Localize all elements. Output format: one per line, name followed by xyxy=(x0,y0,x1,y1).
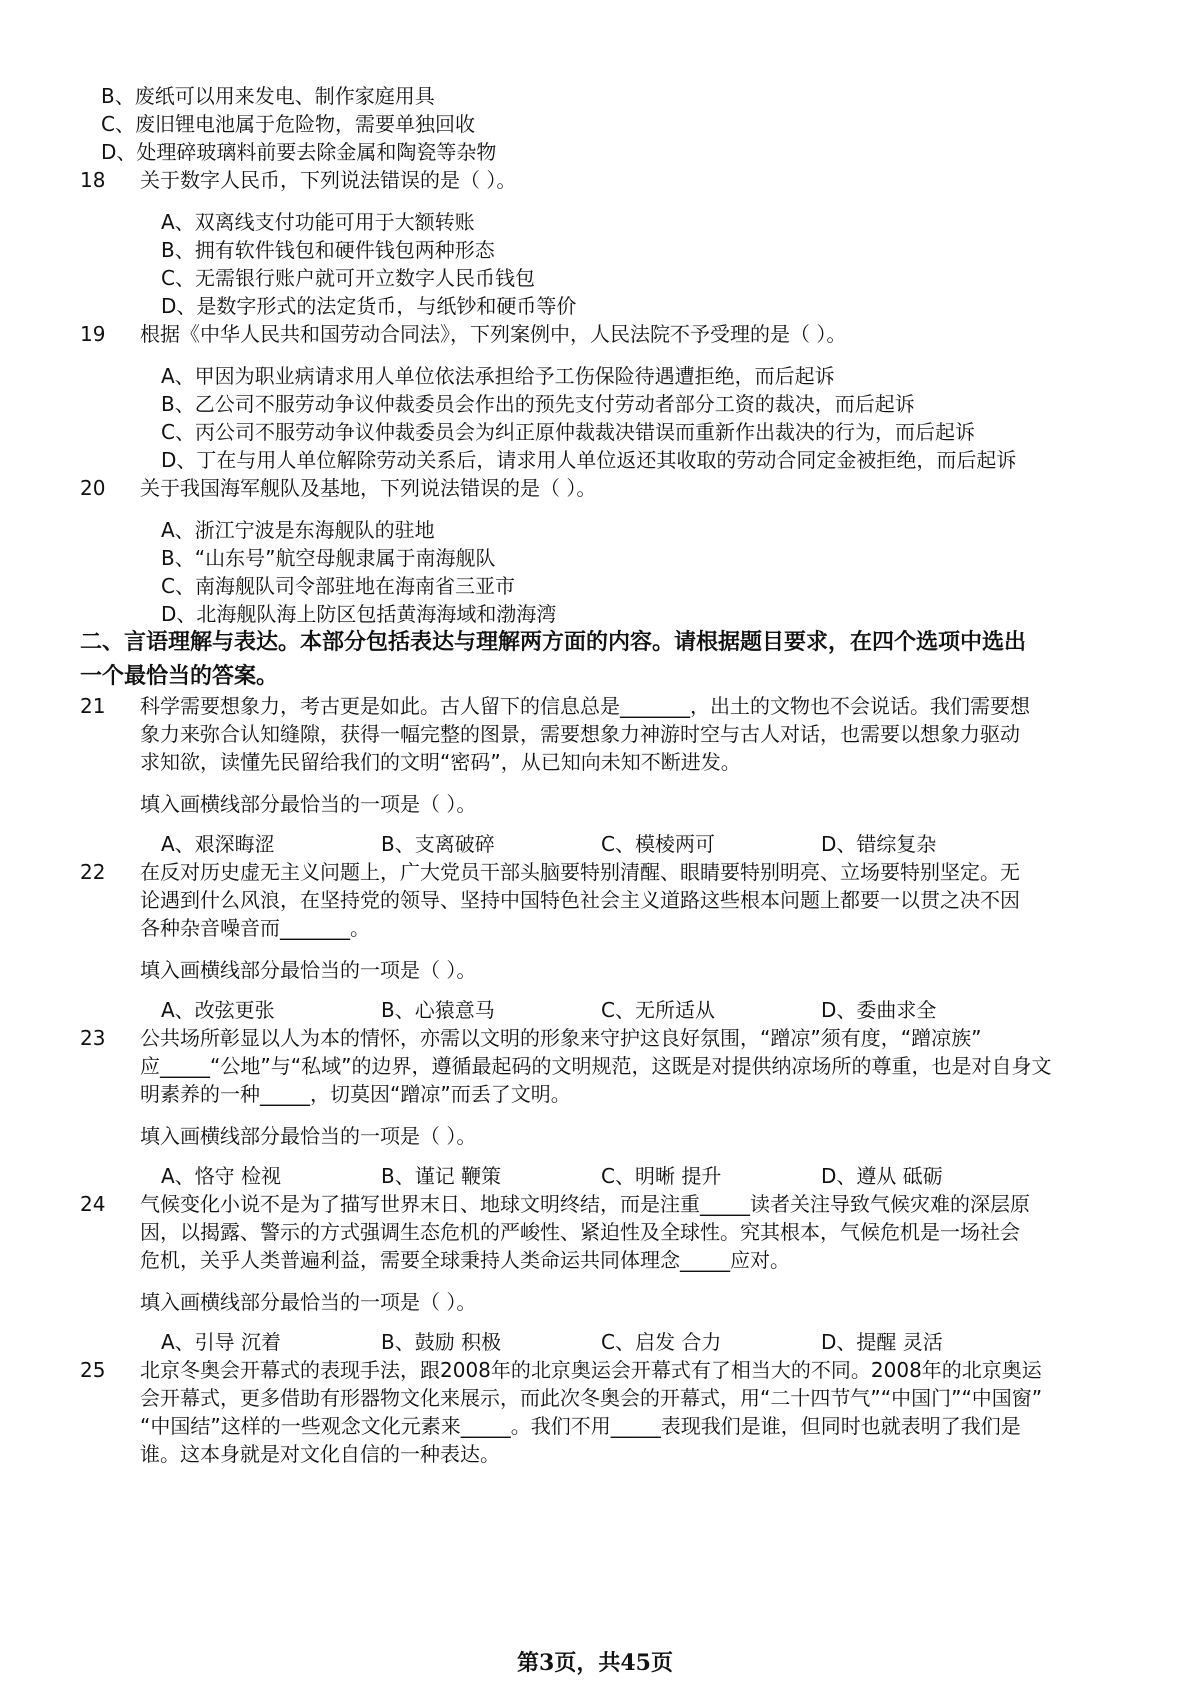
q23-prompt: 填入画横线部分最恰当的一项是（ ）。 xyxy=(140,1124,477,1148)
section2-heading-line1: 二、言语理解与表达。本部分包括表达与理解两方面的内容。请根据题目要求，在四个选项中选出 xyxy=(80,630,1027,655)
q21-option-b: B、支离破碎 xyxy=(381,832,495,856)
q24-option-c: C、启发 合力 xyxy=(601,1330,722,1354)
q19-option-b: B、乙公司不服劳动争议仲裁委员会作出的预先支付劳动者部分工资的裁决，而后起诉 xyxy=(161,392,915,416)
q21-option-a: A、艰深晦涩 xyxy=(161,832,275,856)
q24-line-3: 危机，关乎人类普遍利益，需要全球秉持人类命运共同体理念_____应对。 xyxy=(140,1248,790,1272)
q23-option-c: C、明晰 提升 xyxy=(601,1164,722,1188)
q25-line-3: “中国结”这样的一些观念文化元素来_____。我们不用_____表现我们是谁，但同时也就表明了我们是 xyxy=(140,1414,1021,1438)
q19-option-a: A、甲因为职业病请求用人单位依法承担给予工伤保险待遇遭拒绝，而后起诉 xyxy=(161,364,835,388)
q22-option-b: B、心猿意马 xyxy=(381,998,495,1022)
section2-heading-line2: 一个最恰当的答案。 xyxy=(80,664,279,689)
q23-option-a: A、恪守 检视 xyxy=(161,1164,282,1188)
q20-stem: 关于我国海军舰队及基地，下列说法错误的是（ ）。 xyxy=(140,476,597,500)
q24-line-2: 因，以揭露、警示的方式强调生态危机的严峻性、紧迫性及全球性。究其根本，气候危机是一场社会 xyxy=(140,1220,1020,1244)
q17-option-c: C、废旧锂电池属于危险物，需要单独回收 xyxy=(101,112,475,136)
q24-option-a: A、引导 沉着 xyxy=(161,1330,282,1354)
q24-number: 24 xyxy=(80,1192,106,1216)
q17-option-b: B、废纸可以用来发电、制作家庭用具 xyxy=(101,84,435,108)
q25-line-2: 会开幕式，更多借助有形器物文化来展示，而此次冬奥会的开幕式，用“二十四节气”“中国门”“中国窗” xyxy=(140,1386,1043,1410)
q25-number: 25 xyxy=(80,1358,106,1382)
q19-stem: 根据《中华人民共和国劳动合同法》，下列案例中，人民法院不予受理的是（ ）。 xyxy=(140,322,847,346)
page-footer: 第3页，共45页 xyxy=(517,1650,673,1676)
q21-line-3: 求知欲，读懂先民留给我们的文明“密码”，从已知向未知不断进发。 xyxy=(140,750,741,774)
q23-line-2: 应_____“公地”与“私域”的边界，遵循最起码的文明规范，这既是对提供纳凉场所的尊重，也是对自身文 xyxy=(140,1054,1052,1078)
q22-option-c: C、无所适从 xyxy=(601,998,715,1022)
q18-option-b: B、拥有软件钱包和硬件钱包两种形态 xyxy=(161,238,495,262)
q22-line-1: 在反对历史虚无主义问题上，广大党员干部头脑要特别清醒、眼睛要特别明亮、立场要特别坚定。无 xyxy=(140,860,1020,884)
q25-line-1: 北京冬奥会开幕式的表现手法，跟2008年的北京奥运会开幕式有了相当大的不同。2008年的北京奥运 xyxy=(140,1358,1042,1382)
q19-option-c: C、丙公司不服劳动争议仲裁委员会为纠正原仲裁裁决错误而重新作出裁决的行为，而后起诉 xyxy=(161,420,975,444)
q22-line-3: 各种杂音噪音而_______。 xyxy=(140,916,370,940)
q22-number: 22 xyxy=(80,860,106,884)
q24-prompt: 填入画横线部分最恰当的一项是（ ）。 xyxy=(140,1290,477,1314)
q22-prompt: 填入画横线部分最恰当的一项是（ ）。 xyxy=(140,958,477,982)
q18-option-c: C、无需银行账户就可开立数字人民币钱包 xyxy=(161,266,535,290)
q18-option-d: D、是数字形式的法定货币，与纸钞和硬币等价 xyxy=(161,294,577,318)
q20-number: 20 xyxy=(80,476,106,500)
q23-option-b: B、谨记 鞭策 xyxy=(381,1164,502,1188)
q21-line-2: 象力来弥合认知缝隙，获得一幅完整的图景，需要想象力神游时空与古人对话，也需要以想象力驱动 xyxy=(140,722,1020,746)
q21-number: 21 xyxy=(80,694,106,718)
q23-option-d: D、遵从 砥砺 xyxy=(821,1164,943,1188)
q22-line-2: 论遇到什么风浪，在坚持党的领导、坚持中国特色社会主义道路这些根本问题上都要一以贯之决不因 xyxy=(140,888,1020,912)
q21-prompt: 填入画横线部分最恰当的一项是（ ）。 xyxy=(140,792,477,816)
q20-option-a: A、浙江宁波是东海舰队的驻地 xyxy=(161,518,435,542)
q19-number: 19 xyxy=(80,322,106,346)
q18-number: 18 xyxy=(80,168,106,192)
q24-line-1: 气候变化小说不是为了描写世界末日、地球文明终结，而是注重_____读者关注导致气候灾难的深层原 xyxy=(140,1192,1030,1216)
q23-number: 23 xyxy=(80,1026,106,1050)
q22-option-d: D、委曲求全 xyxy=(821,998,937,1022)
q22-option-a: A、改弦更张 xyxy=(161,998,275,1022)
q25-line-4: 谁。这本身就是对文化自信的一种表达。 xyxy=(140,1442,500,1466)
q23-line-1: 公共场所彰显以人为本的情怀，亦需以文明的形象来守护这良好氛围，“蹭凉”须有度，“蹭凉族” xyxy=(140,1026,982,1050)
q20-option-c: C、南海舰队司令部驻地在海南省三亚市 xyxy=(161,574,515,598)
q24-option-d: D、提醒 灵活 xyxy=(821,1330,943,1354)
q21-line-1: 科学需要想象力，考古更是如此。古人留下的信息总是_______，出土的文物也不会说话。我们需要想 xyxy=(140,694,1030,718)
q18-option-a: A、双离线支付功能可用于大额转账 xyxy=(161,210,475,234)
q20-option-d: D、北海舰队海上防区包括黄海海域和渤海湾 xyxy=(161,602,557,626)
q24-option-b: B、鼓励 积极 xyxy=(381,1330,502,1354)
q17-option-d: D、处理碎玻璃料前要去除金属和陶瓷等杂物 xyxy=(101,140,497,164)
q18-stem: 关于数字人民币，下列说法错误的是（ ）。 xyxy=(140,168,517,192)
q23-line-3: 明素养的一种_____，切莫因“蹭凉”而丢了文明。 xyxy=(140,1082,571,1106)
q20-option-b: B、“山东号”航空母舰隶属于南海舰队 xyxy=(161,546,496,570)
q19-option-d: D、丁在与用人单位解除劳动关系后，请求用人单位返还其收取的劳动合同定金被拒绝，而后起诉 xyxy=(161,448,1017,472)
q21-option-c: C、模棱两可 xyxy=(601,832,715,856)
q21-option-d: D、错综复杂 xyxy=(821,832,937,856)
